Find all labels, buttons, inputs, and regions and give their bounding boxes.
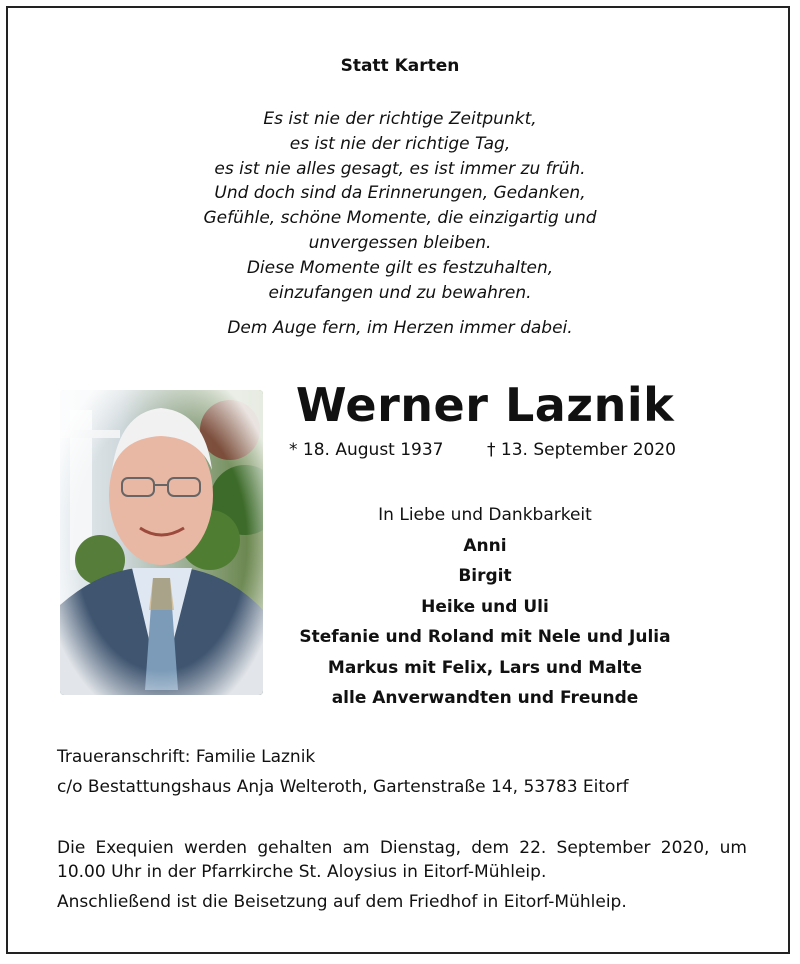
notice-heading: Statt Karten [340, 56, 460, 76]
poem-line: es ist nie alles gesagt, es ist immer zu früh. [214, 158, 586, 179]
poem-line: Diese Momente gilt es festzuhalten, [246, 257, 554, 278]
exequien-text: Die Exequien werden gehalten am Dienstag, dem 22. September 2020, um 10.00 Uhr in der Pfarrkirche St. Aloysius in Eitorf-Mühleip. [57, 838, 747, 882]
portrait-photo [60, 390, 263, 695]
poem-line: es ist nie der richtige Tag, [289, 133, 511, 154]
poem-line: einzufangen und zu bewahren. [268, 282, 532, 303]
mourner-name: Birgit [458, 566, 512, 586]
mourner-name: alle Anverwandten und Freunde [331, 688, 639, 708]
poem-line: Gefühle, schöne Momente, die einzigartig und [203, 208, 597, 229]
mourner-name: Markus mit Felix, Lars und Malte [327, 657, 643, 678]
deceased-name: Werner Laznik [295, 378, 675, 432]
mourning-address-line: Traueranschrift: Familie Laznik [57, 747, 316, 767]
poem-closing-line: Dem Auge fern, im Herzen immer dabei. [227, 318, 573, 338]
death-date: † 13. September 2020 [487, 440, 676, 460]
mourner-name: Stefanie und Roland mit Nele und Julia [299, 627, 671, 647]
mourner-name: Heike und Uli [421, 596, 549, 617]
burial-text: Anschließend ist die Beisetzung auf dem Friedhof in Eitorf-Mühleip. [57, 892, 627, 912]
funeral-home-address: c/o Bestattungshaus Anja Welteroth, Gartenstraße 14, 53783 Eitorf [57, 777, 629, 797]
mourner-name: Anni [463, 535, 507, 556]
mourners-list [285, 500, 685, 714]
mourners-intro: In Liebe und Dankbarkeit [378, 505, 592, 525]
poem [0, 107, 800, 305]
poem-line: unvergessen bleiben. [308, 232, 492, 253]
poem-line: Es ist nie der richtige Zeitpunkt, [263, 109, 537, 129]
birth-date: * 18. August 1937 [289, 440, 444, 460]
poem-line: Und doch sind da Erinnerungen, Gedanken, [214, 183, 586, 204]
